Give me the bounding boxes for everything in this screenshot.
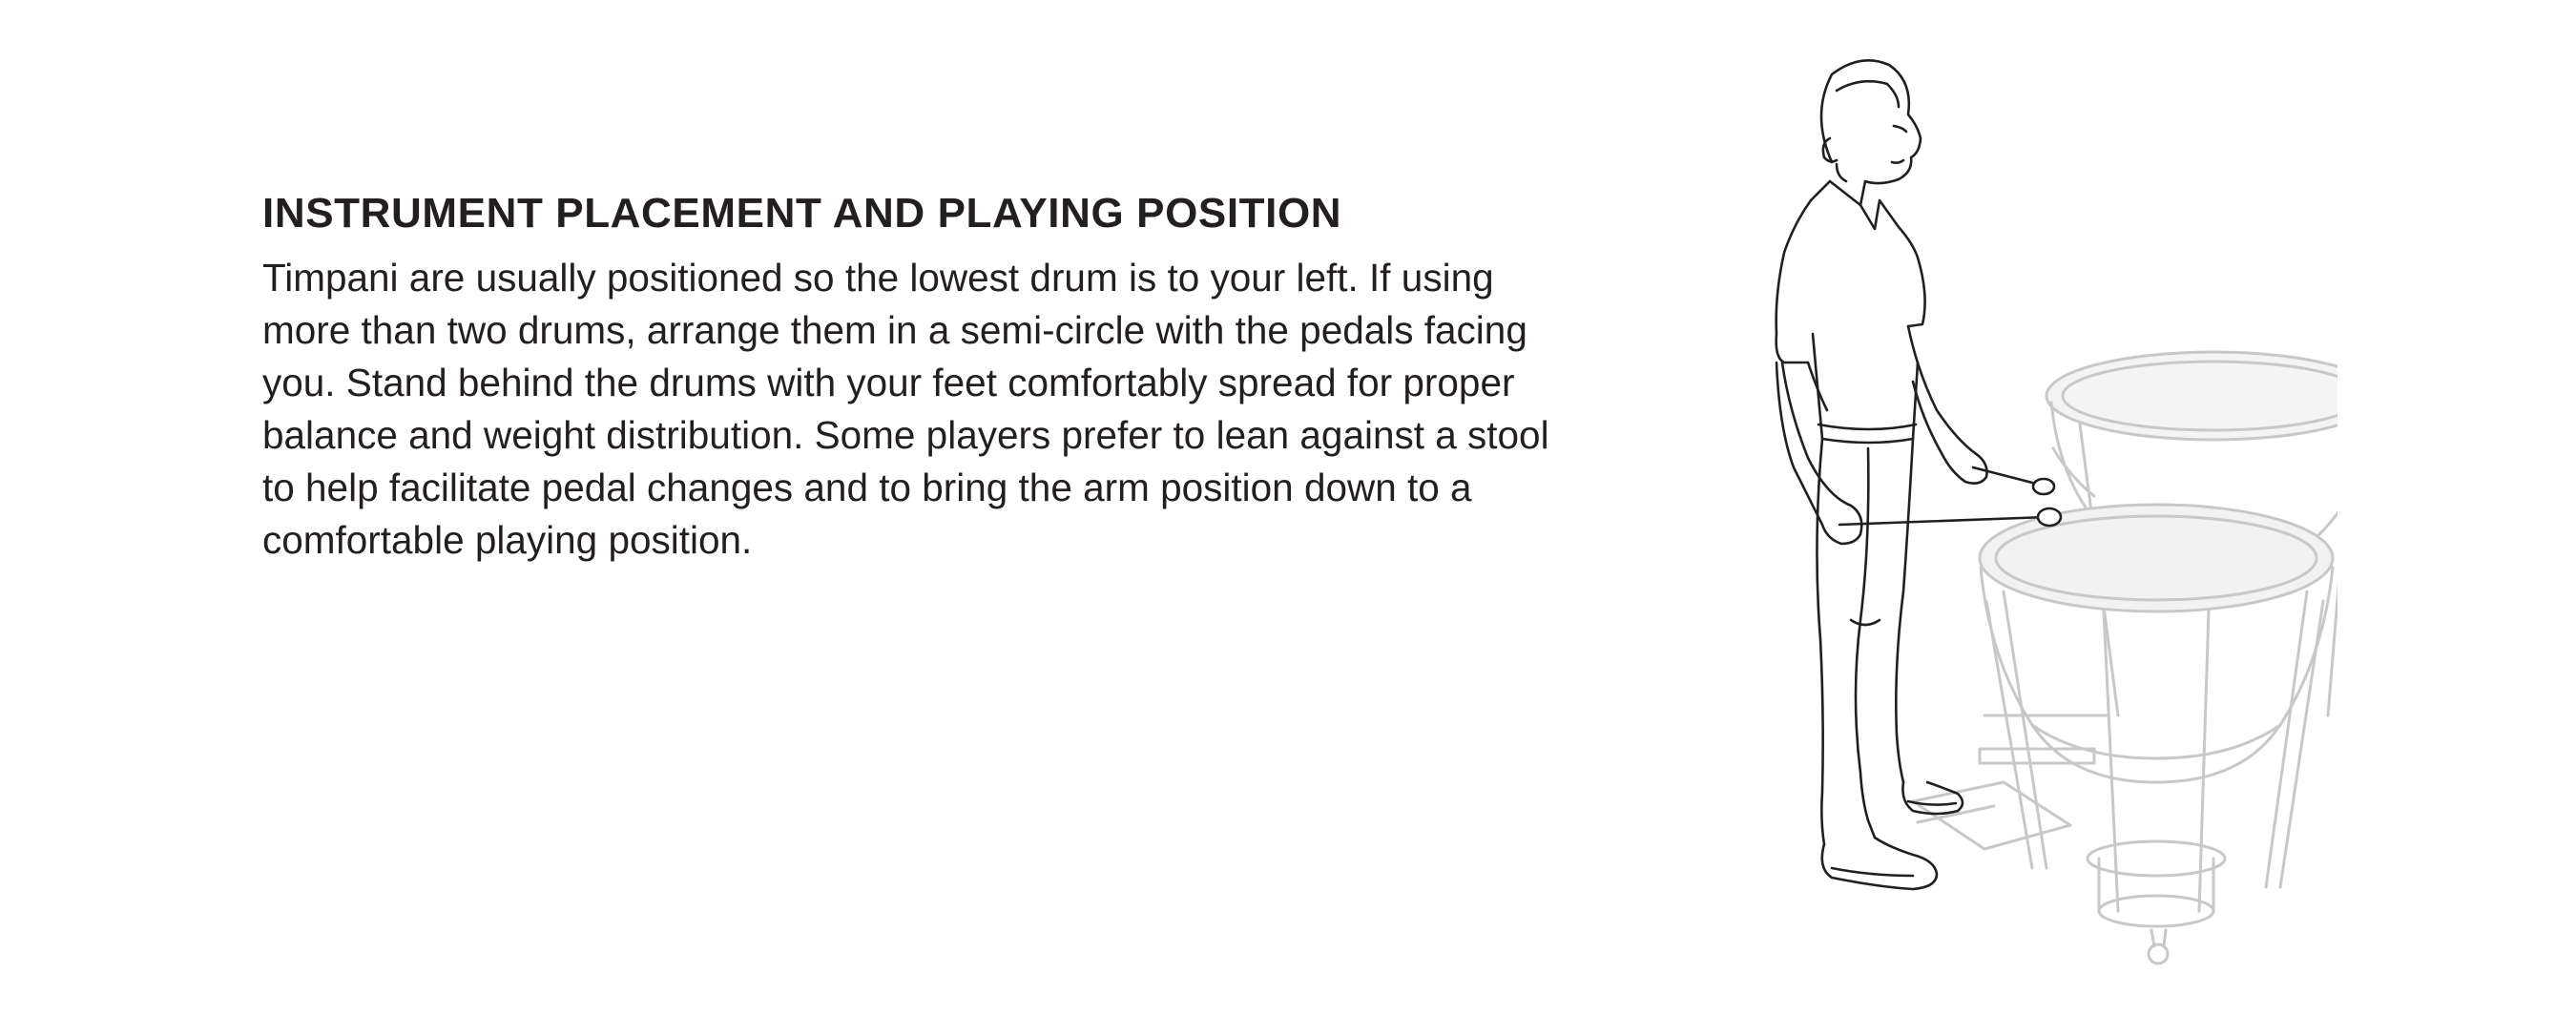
player-head [1821,60,1921,205]
body-line: you. Stand behind the drums with your feet comfortably spread for proper [262,361,1515,404]
body-line: comfortable playing position. [262,518,753,562]
player-torso [1776,181,1925,443]
mallets [1839,467,2061,526]
timpani-drums [1913,352,2337,963]
body-line: balance and weight distribution. Some players prefer to lean against a stool [262,413,1549,457]
article-section [262,187,1693,567]
section-body [262,252,1693,567]
body-line: more than two drums, arrange them in a semi-circle with the pedals facing [262,308,1527,352]
section-heading: INSTRUMENT PLACEMENT AND PLAYING POSITION [262,190,1342,237]
body-line: to help facilitate pedal changes and to bring the arm position down to a [262,466,1472,509]
timpani-player-illustration [1717,48,2337,1002]
player-legs [1817,439,1913,844]
front-drum [1913,505,2333,963]
player-figure [1776,60,2061,889]
player-arms [1776,326,1987,544]
body-line: Timpani are usually positioned so the lowest drum is to your left. If using [262,256,1494,300]
player-shoes [1822,782,1963,889]
